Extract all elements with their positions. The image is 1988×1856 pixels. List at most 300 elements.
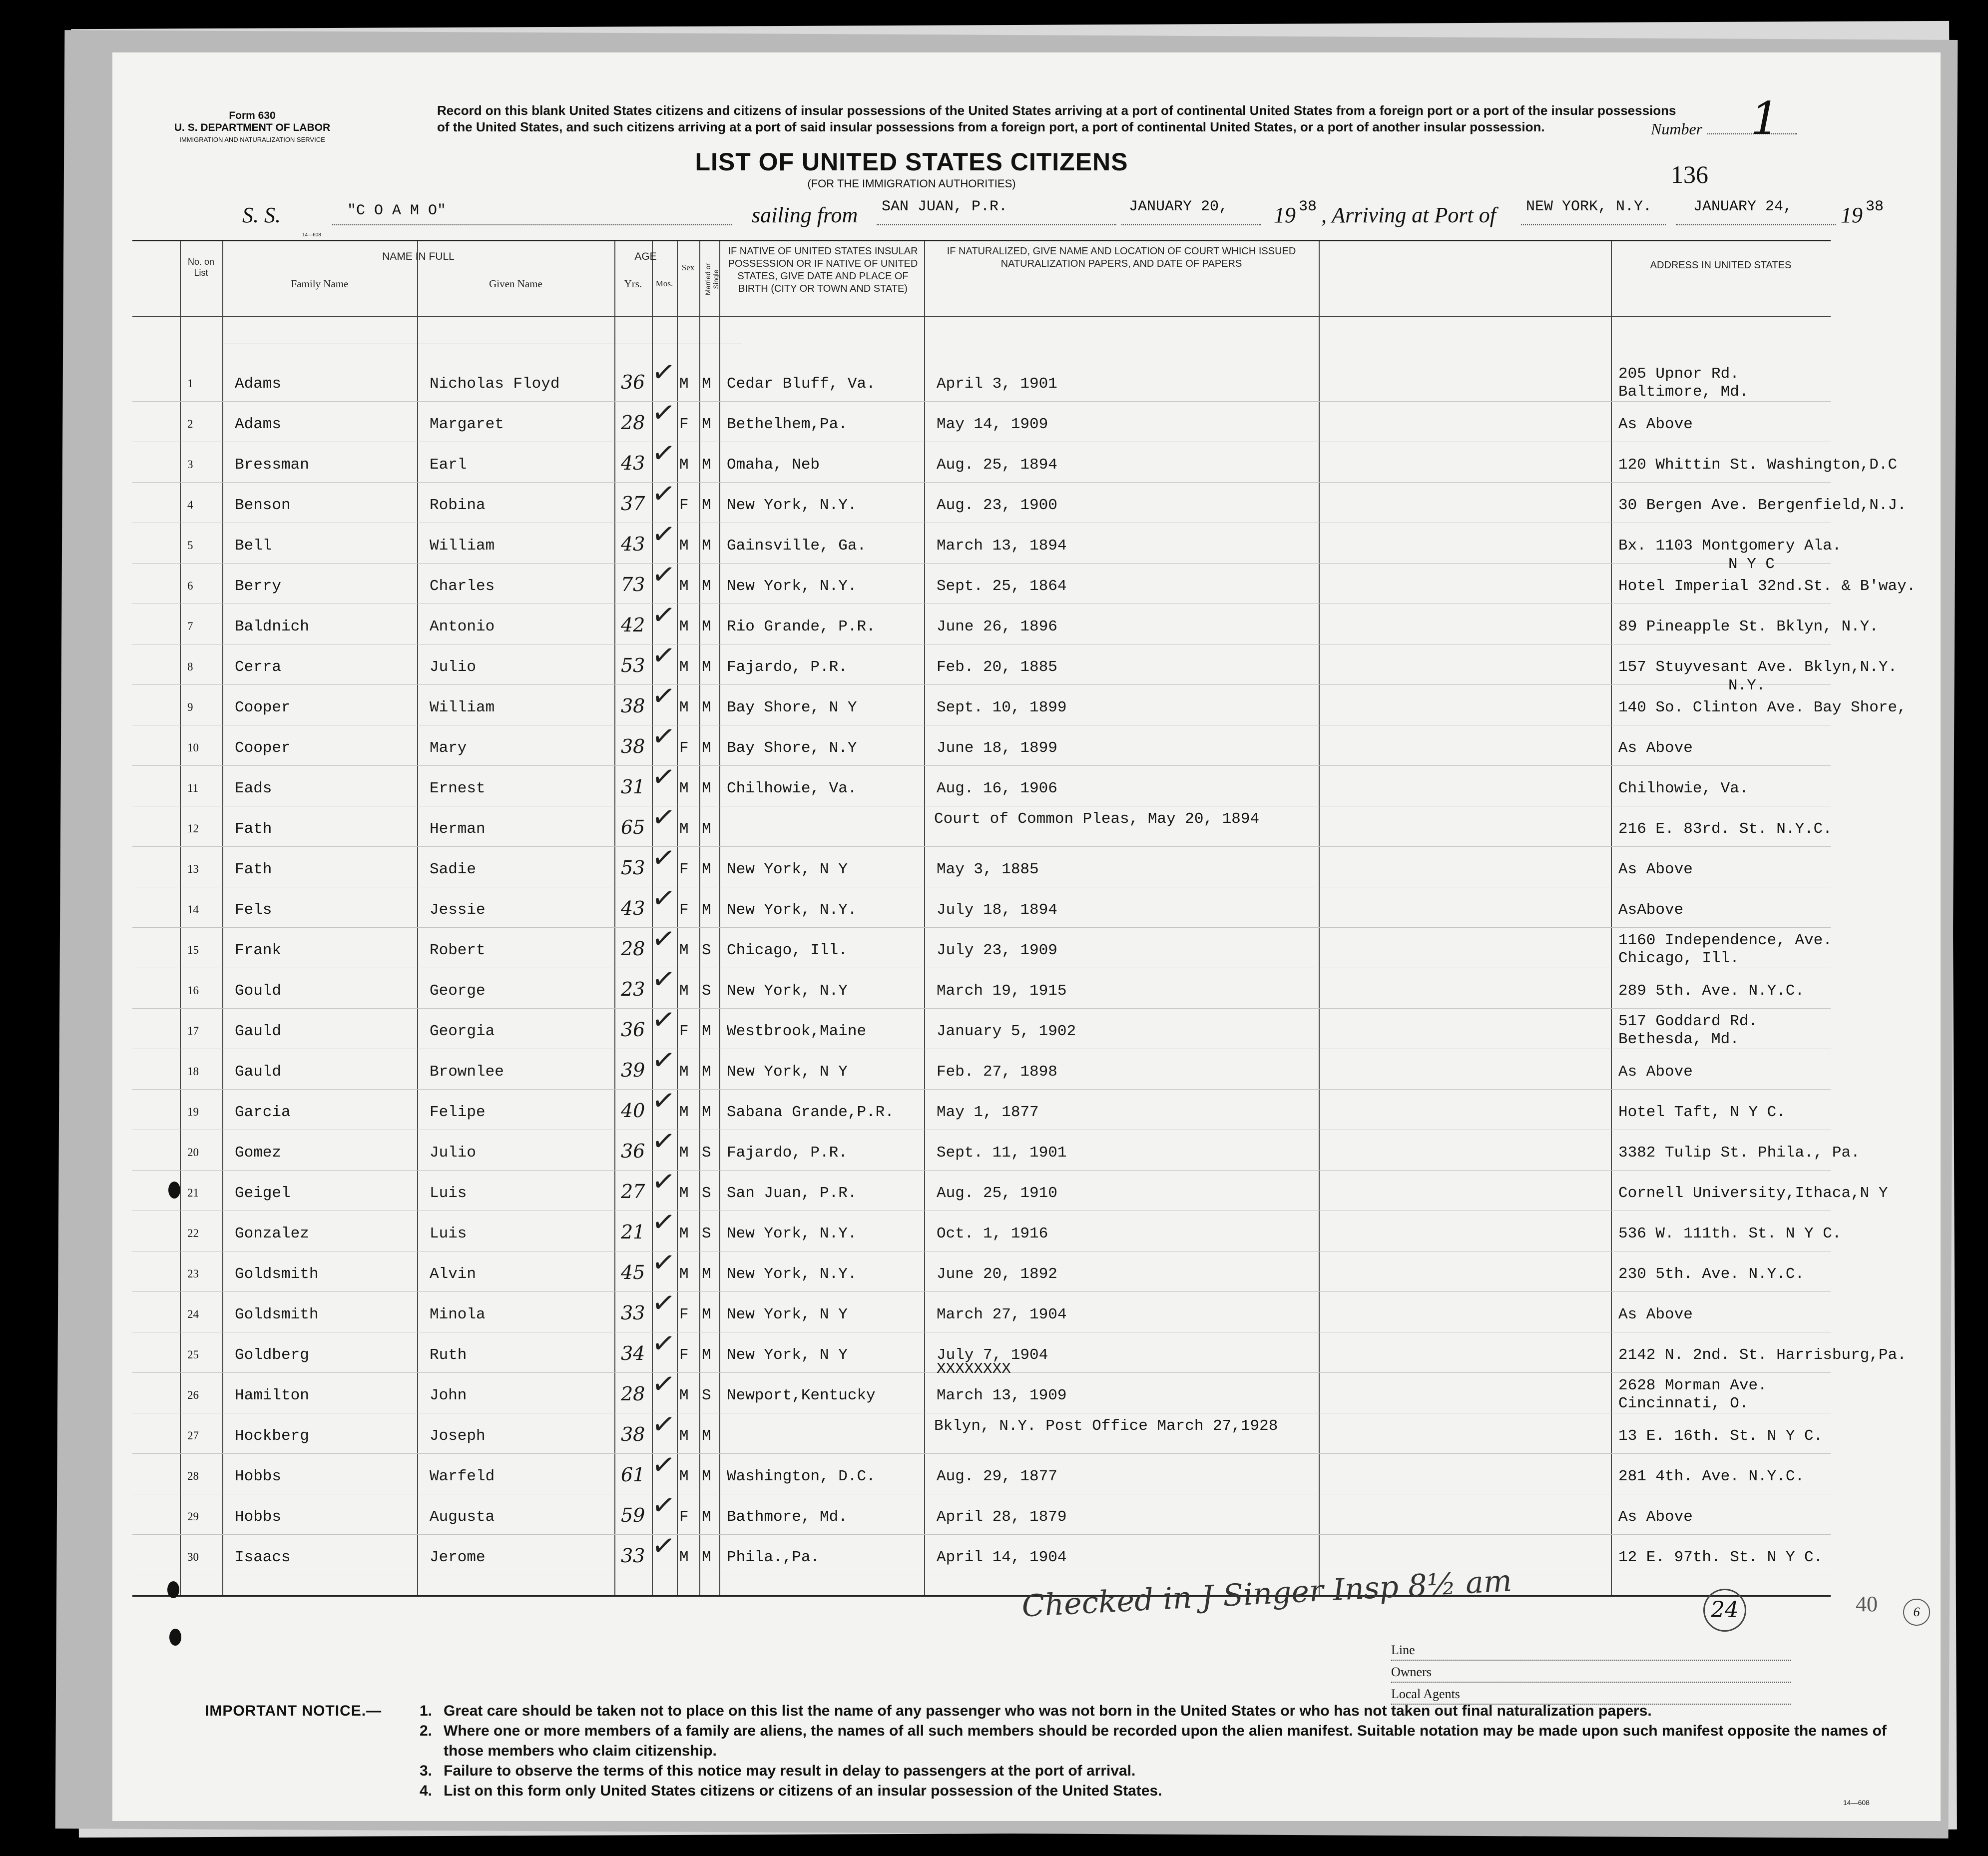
address-line-2: Bethesda, Md.	[1618, 1031, 1739, 1048]
family-name: Hockberg	[235, 1427, 309, 1445]
birth-date: Sept. 25, 1864	[937, 578, 1067, 595]
stamp-number: 136	[1671, 160, 1708, 188]
row-number: 29	[187, 1510, 199, 1523]
arrival-year-suffix: 38	[1866, 198, 1884, 215]
col-address: ADDRESS IN UNITED STATES	[1650, 260, 1792, 271]
given-name: Jerome	[430, 1549, 486, 1566]
col-native-birth: IF NATIVE OF UNITED STATES INSULAR POSSESSION OR IF NATIVE OF UNITED STATES, GIVE DATE AND PLACE OF BIRTH (CITY OR TOWN AND STATE)	[728, 246, 918, 294]
address-line-1: Cornell University,Ithaca,N Y	[1618, 1185, 1888, 1202]
notice-item	[420, 1721, 1918, 1761]
marital-status: M	[702, 1427, 711, 1445]
address-line-2: Baltimore, Md.	[1618, 383, 1749, 401]
row-number: 28	[187, 1470, 199, 1482]
address-line-1: 230 5th. Ave. N.Y.C.	[1618, 1265, 1805, 1283]
col-age: AGE	[634, 251, 657, 262]
birth-place: New York, N Y	[727, 861, 848, 878]
marital-status: M	[702, 780, 711, 797]
ship-name: "C O A M O"	[347, 202, 447, 219]
birth-date: March 13, 1894	[937, 537, 1067, 555]
family-name: Cooper	[235, 699, 291, 716]
check-mark-icon: ✓	[649, 921, 678, 957]
sex: F	[679, 416, 689, 433]
age-years: 65	[621, 816, 645, 838]
struck-text: XXXXXXXX	[937, 1360, 1011, 1378]
arriving-label: , Arriving at Port of	[1321, 203, 1496, 227]
given-name: William	[430, 699, 495, 716]
birth-date: March 19, 1915	[937, 982, 1067, 1000]
row-number: 24	[187, 1308, 199, 1320]
sex: M	[679, 1427, 689, 1445]
check-mark-icon: ✓	[649, 598, 678, 633]
row-number: 7	[187, 620, 193, 632]
col-sex: Sex	[681, 263, 695, 272]
given-name: Robert	[430, 942, 486, 959]
notice-item	[420, 1761, 1918, 1781]
marital-status: M	[702, 739, 711, 757]
age-years: 39	[621, 1059, 645, 1081]
notice-number: 1.	[420, 1703, 433, 1719]
row-number: 5	[187, 539, 193, 552]
address-line-1: 140 So. Clinton Ave. Bay Shore,	[1618, 699, 1907, 716]
birth-date: Feb. 20, 1885	[937, 658, 1057, 676]
given-name: Joseph	[430, 1427, 486, 1445]
family-name: Geigel	[235, 1185, 291, 1202]
sex: M	[679, 942, 689, 959]
age-years: 43	[621, 897, 645, 919]
sex: M	[679, 982, 689, 1000]
birth-place: New York, N.Y.	[727, 578, 857, 595]
address-line-2: Chicago, Ill.	[1618, 950, 1739, 967]
record-instructions: Record on this blank United States citizens and citizens of insular possessions of the United States arriving at a port of continental United States from a foreign port or a port of the insular possessions of the United States, and such citizens arriving at a port of said insular possessions from a foreign port, a port of continental United States, or a port of another insular possession.	[437, 103, 1676, 134]
birth-place: New York, N.Y.	[727, 497, 857, 514]
marital-status: M	[702, 1549, 711, 1566]
col-given-name: Given Name	[489, 278, 542, 290]
address-line-1: 89 Pineapple St. Bklyn, N.Y.	[1618, 618, 1879, 635]
check-mark-icon: ✓	[649, 1205, 678, 1240]
owners-label: Owners	[1391, 1665, 1432, 1679]
punch-hole	[167, 1581, 179, 1598]
check-mark-icon: ✓	[649, 1366, 678, 1402]
sex: M	[679, 1063, 689, 1081]
address-line-1: 2628 Morman Ave.	[1618, 1377, 1767, 1394]
page-subtitle: (FOR THE IMMIGRATION AUTHORITIES)	[807, 177, 1016, 190]
birth-place: Sabana Grande,P.R.	[727, 1104, 894, 1121]
row-number: 20	[187, 1146, 199, 1159]
age-years: 23	[621, 978, 645, 1000]
punch-hole	[169, 1629, 181, 1646]
notice-text: Great care should be taken not to place on this list the name of any passenger who was not born in the United States or who has not taken out final naturalization papers.	[444, 1703, 1652, 1719]
form-number: Form 630	[229, 110, 276, 121]
row-number: 9	[187, 701, 193, 713]
marital-status: M	[702, 1023, 711, 1040]
check-mark-icon: ✓	[649, 1488, 678, 1523]
marital-status: S	[702, 942, 711, 959]
row-number: 19	[187, 1106, 199, 1118]
address-line-1: 30 Bergen Ave. Bergenfield,N.J.	[1618, 497, 1907, 514]
address-line-1: As Above	[1618, 1508, 1693, 1526]
given-name: Ernest	[430, 780, 486, 797]
age-years: 53	[621, 654, 645, 676]
col-family-name: Family Name	[291, 278, 349, 290]
age-years: 27	[621, 1181, 645, 1203]
sex: M	[679, 1225, 689, 1242]
marital-status: M	[702, 578, 711, 595]
marital-status: M	[702, 820, 711, 838]
given-name: Augusta	[430, 1508, 495, 1526]
birth-date: Aug. 16, 1906	[937, 780, 1057, 797]
col-no: No. on List	[187, 257, 215, 278]
row-number: 1	[187, 377, 193, 390]
age-years: 42	[621, 614, 645, 636]
birth-date: May 14, 1909	[937, 416, 1048, 433]
check-mark-icon: ✓	[649, 1002, 678, 1038]
birth-date: Feb. 27, 1898	[937, 1063, 1057, 1081]
age-years: 61	[621, 1464, 645, 1486]
birth-date: April 28, 1879	[937, 1508, 1067, 1526]
sex: M	[679, 1265, 689, 1283]
given-name: Nicholas Floyd	[430, 375, 560, 393]
check-mark-icon: ✓	[649, 1447, 678, 1483]
birth-date: April 14, 1904	[937, 1549, 1067, 1566]
naturalization-court: Bklyn, N.Y. Post Office March 27,1928	[934, 1417, 1278, 1435]
sex: M	[679, 618, 689, 635]
marital-status: M	[702, 1306, 711, 1323]
birth-place: Chicago, Ill.	[727, 942, 848, 959]
family-name: Garcia	[235, 1104, 291, 1121]
sex: M	[679, 1468, 689, 1485]
row-number: 6	[187, 580, 193, 592]
marital-status: M	[702, 416, 711, 433]
sex: F	[679, 497, 689, 514]
check-mark-icon: ✓	[649, 517, 678, 552]
marital-status: M	[702, 1063, 711, 1081]
row-number: 12	[187, 822, 199, 835]
family-name: Gauld	[235, 1063, 282, 1081]
marital-status: M	[702, 618, 711, 635]
family-name: Frank	[235, 942, 282, 959]
check-mark-icon: ✓	[649, 1164, 678, 1200]
sex: F	[679, 861, 689, 878]
birth-date: May 3, 1885	[937, 861, 1039, 878]
check-mark-icon: ✓	[649, 1043, 678, 1078]
address-line-1: 157 Stuyvesant Ave. Bklyn,N.Y.	[1618, 658, 1898, 676]
row-number: 21	[187, 1187, 199, 1199]
address-line-1: Hotel Imperial 32nd.St. & B'way.	[1618, 578, 1916, 595]
row-number: 27	[187, 1429, 199, 1442]
row-number: 25	[187, 1348, 199, 1361]
line-label: Line	[1391, 1643, 1415, 1657]
sex: M	[679, 658, 689, 676]
age-years: 38	[621, 735, 645, 757]
birth-place: New York, N.Y.	[727, 901, 857, 919]
birth-place: Phila.,Pa.	[727, 1549, 820, 1566]
address-line-1: As Above	[1618, 1063, 1693, 1081]
birth-date: April 3, 1901	[937, 375, 1057, 393]
notice-text: Failure to observe the terms of this notice may result in delay to passengers at the port of arrival.	[444, 1763, 1136, 1779]
row-number: 22	[187, 1227, 199, 1239]
arrival-year-prefix: 19	[1841, 203, 1863, 227]
birth-place: New York, N.Y.	[727, 1225, 857, 1242]
sex: M	[679, 1185, 689, 1202]
address-note: N Y C	[1728, 556, 1775, 573]
address-line-2: Cincinnati, O.	[1618, 1395, 1749, 1412]
age-years: 45	[621, 1261, 645, 1283]
check-mark-icon: ✓	[649, 678, 678, 714]
birth-place: Washington, D.C.	[727, 1468, 876, 1485]
given-name: Alvin	[430, 1265, 477, 1283]
number-label: Number	[1651, 120, 1703, 138]
address-note: N.Y.	[1728, 677, 1766, 694]
given-name: William	[430, 537, 495, 555]
given-name: Charles	[430, 578, 495, 595]
marital-status: M	[702, 456, 711, 474]
check-mark-icon: ✓	[649, 1245, 678, 1280]
check-mark-icon: ✓	[649, 355, 678, 390]
carrier-lines	[1391, 1639, 1791, 1705]
arrival-date: JANUARY 24,	[1693, 198, 1793, 215]
circled-count: 24	[1703, 1589, 1746, 1632]
birth-place: San Juan, P.R.	[727, 1185, 857, 1202]
family-name: Gonzalez	[235, 1225, 309, 1242]
sex: M	[679, 375, 689, 393]
row-number: 23	[187, 1267, 199, 1280]
birth-date: June 20, 1892	[937, 1265, 1057, 1283]
birth-place: New York, N Y	[727, 1306, 848, 1323]
check-mark-icon: ✓	[649, 881, 678, 916]
age-years: 33	[621, 1545, 645, 1567]
marital-status: M	[702, 375, 711, 393]
family-name: Gould	[235, 982, 282, 1000]
check-mark-icon: ✓	[649, 395, 678, 431]
birth-date: Oct. 1, 1916	[937, 1225, 1048, 1242]
address-line-1: 281 4th. Ave. N.Y.C.	[1618, 1468, 1805, 1485]
address-line-1: 205 Upnor Rd.	[1618, 365, 1739, 383]
check-mark-icon: ✓	[649, 800, 678, 835]
row-number: 10	[187, 741, 199, 754]
given-name: Julio	[430, 658, 477, 676]
address-line-1: 12 E. 97th. St. N Y C.	[1618, 1549, 1823, 1566]
marital-status: M	[702, 1508, 711, 1526]
given-name: John	[430, 1387, 467, 1404]
age-years: 38	[621, 695, 645, 717]
check-mark-icon: ✓	[649, 1407, 678, 1442]
row-number: 13	[187, 863, 199, 875]
sex: M	[679, 780, 689, 797]
birth-date: Aug. 29, 1877	[937, 1468, 1057, 1485]
arrival-port: NEW YORK, N.Y.	[1526, 198, 1652, 215]
notice-item	[420, 1701, 1918, 1721]
address-line-1: 120 Whittin St. Washington,D.C	[1618, 456, 1898, 474]
age-years: 43	[621, 452, 645, 474]
check-mark-icon: ✓	[649, 719, 678, 754]
family-name: Adams	[235, 416, 282, 433]
birth-date: June 26, 1896	[937, 618, 1057, 635]
marital-status: S	[702, 1185, 711, 1202]
agents-label: Local Agents	[1391, 1687, 1460, 1701]
check-mark-icon: ✓	[649, 1326, 678, 1361]
birth-date: March 27, 1904	[937, 1306, 1067, 1323]
sail-date: JANUARY 20,	[1129, 198, 1228, 215]
sex: M	[679, 1387, 689, 1404]
birth-date: July 7, 1904	[937, 1346, 1048, 1364]
row-number: 3	[187, 458, 193, 471]
given-name: Julio	[430, 1144, 477, 1162]
age-years: 59	[621, 1504, 645, 1526]
notice-title: IMPORTANT NOTICE.—	[205, 1703, 382, 1719]
family-name: Fath	[235, 820, 272, 838]
family-name: Adams	[235, 375, 282, 393]
check-mark-icon: ✓	[649, 1083, 678, 1119]
sex: F	[679, 901, 689, 919]
marital-status: S	[702, 1144, 711, 1162]
age-years: 36	[621, 1019, 645, 1041]
row-number: 2	[187, 418, 193, 430]
address-line-1: AsAbove	[1618, 901, 1684, 919]
age-years: 43	[621, 533, 645, 555]
family-name: Hobbs	[235, 1468, 282, 1485]
notice-number: 4.	[420, 1783, 433, 1799]
birth-date: July 23, 1909	[937, 942, 1057, 959]
row-number: 11	[187, 782, 199, 794]
family-name: Goldsmith	[235, 1306, 319, 1323]
given-name: Warfeld	[430, 1468, 495, 1485]
address-line-1: 216 E. 83rd. St. N.Y.C.	[1618, 820, 1832, 838]
address-line-1: 1160 Independence, Ave.	[1618, 932, 1832, 949]
address-line-1: 536 W. 111th. St. N Y C.	[1618, 1225, 1842, 1242]
address-line-1: As Above	[1618, 861, 1693, 878]
birth-date: Sept. 11, 1901	[937, 1144, 1067, 1162]
given-name: Georgia	[430, 1023, 495, 1040]
col-naturalized: IF NATURALIZED, GIVE NAME AND LOCATION OF COURT WHICH ISSUED NATURALIZATION PAPERS, AND DATE OF PAPERS	[947, 246, 1296, 269]
marital-status: M	[702, 1265, 711, 1283]
printer-code: 14—608	[302, 232, 321, 238]
marital-status: M	[702, 537, 711, 555]
sex: M	[679, 1549, 689, 1566]
check-mark-icon: ✓	[649, 1124, 678, 1159]
notice-list	[420, 1701, 1918, 1801]
address-line-1: 2142 N. 2nd. St. Harrisburg,Pa.	[1618, 1346, 1907, 1364]
family-name: Hobbs	[235, 1508, 282, 1526]
check-mark-icon: ✓	[649, 1285, 678, 1321]
birth-date: January 5, 1902	[937, 1023, 1076, 1040]
sex: M	[679, 1144, 689, 1162]
naturalization-court: Court of Common Pleas, May 20, 1894	[934, 810, 1260, 828]
form-code: 14—608	[1843, 1799, 1870, 1807]
age-years: 21	[621, 1221, 645, 1243]
check-mark-icon: ✓	[649, 436, 678, 471]
row-number: 16	[187, 984, 199, 997]
family-name: Benson	[235, 497, 291, 514]
family-name: Berry	[235, 578, 282, 595]
family-name: Baldnich	[235, 618, 309, 635]
family-name: Bressman	[235, 456, 309, 474]
birth-date: Aug. 25, 1910	[937, 1185, 1057, 1202]
birth-place: Cedar Bluff, Va.	[727, 375, 876, 393]
given-name: Ruth	[430, 1346, 467, 1364]
row-number: 14	[187, 903, 199, 916]
birth-date: May 1, 1877	[937, 1104, 1039, 1121]
sex: M	[679, 537, 689, 555]
address-line-1: Bx. 1103 Montgomery Ala.	[1618, 537, 1842, 555]
family-name: Fels	[235, 901, 272, 919]
voyage-line	[132, 198, 1931, 232]
family-name: Gauld	[235, 1023, 282, 1040]
marital-status: M	[702, 1346, 711, 1364]
birth-date: Aug. 23, 1900	[937, 497, 1057, 514]
check-mark-icon: ✓	[649, 476, 678, 512]
family-name: Fath	[235, 861, 272, 878]
marital-status: M	[702, 658, 711, 676]
birth-place: New York, N.Y	[727, 982, 848, 1000]
check-mark-icon: ✓	[649, 962, 678, 997]
given-name: Mary	[430, 739, 467, 757]
row-number: 30	[187, 1551, 199, 1563]
birth-date: Sept. 10, 1899	[937, 699, 1067, 716]
page-title: LIST OF UNITED STATES CITIZENS	[695, 148, 1128, 176]
given-name: Earl	[430, 456, 467, 474]
marital-status: S	[702, 982, 711, 1000]
address-line-1: 3382 Tulip St. Phila., Pa.	[1618, 1144, 1860, 1162]
age-years: 28	[621, 1383, 645, 1405]
form-header	[172, 110, 332, 146]
age-years: 36	[621, 1140, 645, 1162]
marital-status: M	[702, 1104, 711, 1121]
passenger-count: 40	[1856, 1592, 1878, 1616]
given-name: Antonio	[430, 618, 495, 635]
col-name-in-full: NAME IN FULL	[382, 251, 455, 262]
notice-item	[420, 1781, 1918, 1801]
birth-place: New York, N Y	[727, 1346, 848, 1364]
address-line-1: 13 E. 16th. St. N Y C.	[1618, 1427, 1823, 1445]
row-number: 4	[187, 499, 193, 511]
notice-text: Where one or more members of a family are aliens, the names of all such members should be recorded upon the alien manifest. Suitable notation may be made upon such manifest opposite the names of those members who claim citizenship.	[444, 1723, 1887, 1759]
birth-place: Bay Shore, N Y	[727, 699, 857, 716]
check-mark-icon: ✓	[649, 840, 678, 876]
birth-place: Bay Shore, N.Y	[727, 739, 857, 757]
check-mark-icon: ✓	[649, 1528, 678, 1564]
department-name: U. S. DEPARTMENT OF LABOR	[174, 122, 331, 133]
birth-place: Omaha, Neb	[727, 456, 820, 474]
given-name: Felipe	[430, 1104, 486, 1121]
address-line-1: Hotel Taft, N Y C.	[1618, 1104, 1786, 1121]
family-name: Gomez	[235, 1144, 282, 1162]
birth-date: March 13, 1909	[937, 1387, 1067, 1404]
age-years: 53	[621, 857, 645, 879]
address-line-1: 289 5th. Ave. N.Y.C.	[1618, 982, 1805, 1000]
marital-status: M	[702, 861, 711, 878]
marital-status: S	[702, 1387, 711, 1404]
sex: M	[679, 578, 689, 595]
address-line-1: 517 Goddard Rd.	[1618, 1013, 1758, 1030]
family-name: Bell	[235, 537, 272, 555]
marital-status: M	[702, 901, 711, 919]
age-years: 33	[621, 1302, 645, 1324]
sail-year-prefix: 19	[1274, 203, 1296, 227]
birth-date: Aug. 25, 1894	[937, 456, 1057, 474]
birth-place: Chilhowie, Va.	[727, 780, 857, 797]
birth-place: Fajardo, P.R.	[727, 1144, 848, 1162]
service-name: IMMIGRATION AND NATURALIZATION SERVICE	[179, 136, 325, 143]
sex: F	[679, 1346, 689, 1364]
given-name: Brownlee	[430, 1063, 504, 1081]
birth-date: July 18, 1894	[937, 901, 1057, 919]
birth-date: June 18, 1899	[937, 739, 1057, 757]
check-mark-icon: ✓	[649, 759, 678, 795]
sex: F	[679, 1023, 689, 1040]
row-number: 26	[187, 1389, 199, 1401]
age-years: 31	[621, 776, 645, 798]
sex: M	[679, 699, 689, 716]
